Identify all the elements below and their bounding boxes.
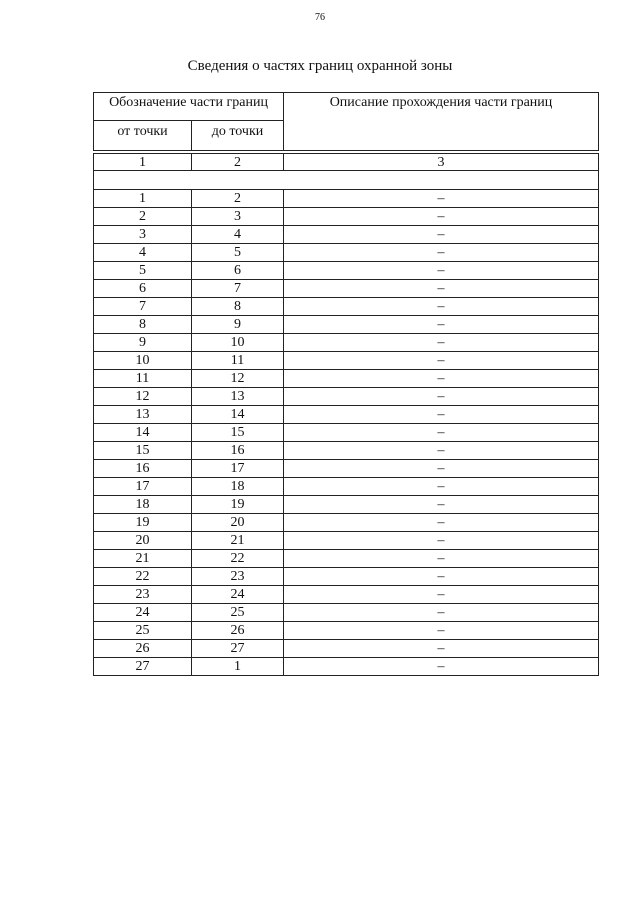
from-point-cell: 11 (94, 370, 192, 388)
column-number-1: 1 (94, 154, 192, 171)
to-point-cell: 16 (192, 442, 284, 460)
from-point-cell: 4 (94, 244, 192, 262)
to-point-cell: 4 (192, 226, 284, 244)
document-title: Сведения о частях границ охранной зоны (187, 58, 453, 74)
table-row (94, 460, 599, 478)
description-cell: – (284, 532, 599, 550)
to-point-cell: 5 (192, 244, 284, 262)
description-cell: – (284, 406, 599, 424)
description-cell: – (284, 226, 599, 244)
table-row (94, 514, 599, 532)
from-point-header: от точки (94, 121, 192, 151)
table-row (94, 442, 599, 460)
to-point-cell: 3 (192, 208, 284, 226)
table-row (94, 586, 599, 604)
description-cell: – (284, 604, 599, 622)
table-row (94, 190, 599, 208)
from-point-cell: 16 (94, 460, 192, 478)
from-point-cell: 12 (94, 388, 192, 406)
to-point-cell: 11 (192, 352, 284, 370)
from-point-cell: 13 (94, 406, 192, 424)
to-point-cell: 20 (192, 514, 284, 532)
description-cell: – (284, 514, 599, 532)
table-row (94, 226, 599, 244)
section-separator-row (94, 171, 599, 190)
from-point-cell: 18 (94, 496, 192, 514)
description-cell: – (284, 496, 599, 514)
table-row (94, 478, 599, 496)
from-point-cell: 17 (94, 478, 192, 496)
description-header: Описание прохождения части границ (284, 93, 599, 151)
table-row (94, 370, 599, 388)
table-row (94, 280, 599, 298)
from-point-cell: 23 (94, 586, 192, 604)
table-row (94, 496, 599, 514)
table-row (94, 622, 599, 640)
to-point-cell: 23 (192, 568, 284, 586)
from-point-cell: 21 (94, 550, 192, 568)
from-point-cell: 19 (94, 514, 192, 532)
description-cell: – (284, 442, 599, 460)
to-point-cell: 13 (192, 388, 284, 406)
to-point-cell: 9 (192, 316, 284, 334)
table-row (94, 424, 599, 442)
from-point-cell: 3 (94, 226, 192, 244)
from-point-cell: 9 (94, 334, 192, 352)
description-cell: – (284, 478, 599, 496)
to-point-cell: 10 (192, 334, 284, 352)
table-row (94, 388, 599, 406)
table-row (94, 262, 599, 280)
description-cell: – (284, 244, 599, 262)
from-point-cell: 22 (94, 568, 192, 586)
description-cell: – (284, 316, 599, 334)
to-point-cell: 7 (192, 280, 284, 298)
from-point-cell: 15 (94, 442, 192, 460)
to-point-cell: 24 (192, 586, 284, 604)
description-cell: – (284, 460, 599, 478)
from-point-cell: 6 (94, 280, 192, 298)
description-cell: – (284, 568, 599, 586)
table-row (94, 604, 599, 622)
description-cell: – (284, 208, 599, 226)
description-cell: – (284, 622, 599, 640)
table-row (94, 640, 599, 658)
boundary-parts-table-container (93, 92, 598, 676)
boundary-parts-table (93, 92, 599, 676)
from-point-cell: 1 (94, 190, 192, 208)
to-point-cell: 26 (192, 622, 284, 640)
table-row (94, 244, 599, 262)
column-number-row (94, 154, 599, 171)
column-number-2: 2 (192, 154, 284, 171)
from-point-cell: 14 (94, 424, 192, 442)
from-point-cell: 24 (94, 604, 192, 622)
to-point-cell: 12 (192, 370, 284, 388)
to-point-cell: 27 (192, 640, 284, 658)
column-number-3: 3 (284, 154, 599, 171)
from-point-cell: 8 (94, 316, 192, 334)
from-point-cell: 25 (94, 622, 192, 640)
from-point-cell: 5 (94, 262, 192, 280)
description-cell: – (284, 334, 599, 352)
table-row (94, 550, 599, 568)
designation-header: Обозначение части границ (94, 93, 284, 121)
header-row-main (94, 93, 599, 121)
to-point-header: до точки (192, 121, 284, 151)
description-cell: – (284, 190, 599, 208)
to-point-cell: 19 (192, 496, 284, 514)
table-row (94, 658, 599, 676)
description-cell: – (284, 640, 599, 658)
description-cell: – (284, 424, 599, 442)
table-row (94, 352, 599, 370)
description-cell: – (284, 658, 599, 676)
to-point-cell: 8 (192, 298, 284, 316)
to-point-cell: 15 (192, 424, 284, 442)
description-cell: – (284, 298, 599, 316)
table-row (94, 208, 599, 226)
table-body (94, 151, 599, 676)
description-cell: – (284, 586, 599, 604)
description-cell: – (284, 370, 599, 388)
to-point-cell: 6 (192, 262, 284, 280)
table-row (94, 568, 599, 586)
to-point-cell: 18 (192, 478, 284, 496)
description-cell: – (284, 550, 599, 568)
from-point-cell: 27 (94, 658, 192, 676)
table-row (94, 406, 599, 424)
to-point-cell: 22 (192, 550, 284, 568)
table-row (94, 298, 599, 316)
table-row (94, 532, 599, 550)
from-point-cell: 7 (94, 298, 192, 316)
to-point-cell: 2 (192, 190, 284, 208)
table-row (94, 316, 599, 334)
page-number: 76 (315, 12, 325, 23)
description-cell: – (284, 280, 599, 298)
from-point-cell: 26 (94, 640, 192, 658)
from-point-cell: 20 (94, 532, 192, 550)
table-row (94, 334, 599, 352)
from-point-cell: 10 (94, 352, 192, 370)
to-point-cell: 17 (192, 460, 284, 478)
description-cell: – (284, 262, 599, 280)
section-separator-cell (94, 171, 599, 190)
to-point-cell: 25 (192, 604, 284, 622)
description-cell: – (284, 352, 599, 370)
to-point-cell: 14 (192, 406, 284, 424)
to-point-cell: 21 (192, 532, 284, 550)
from-point-cell: 2 (94, 208, 192, 226)
to-point-cell: 1 (192, 658, 284, 676)
description-cell: – (284, 388, 599, 406)
